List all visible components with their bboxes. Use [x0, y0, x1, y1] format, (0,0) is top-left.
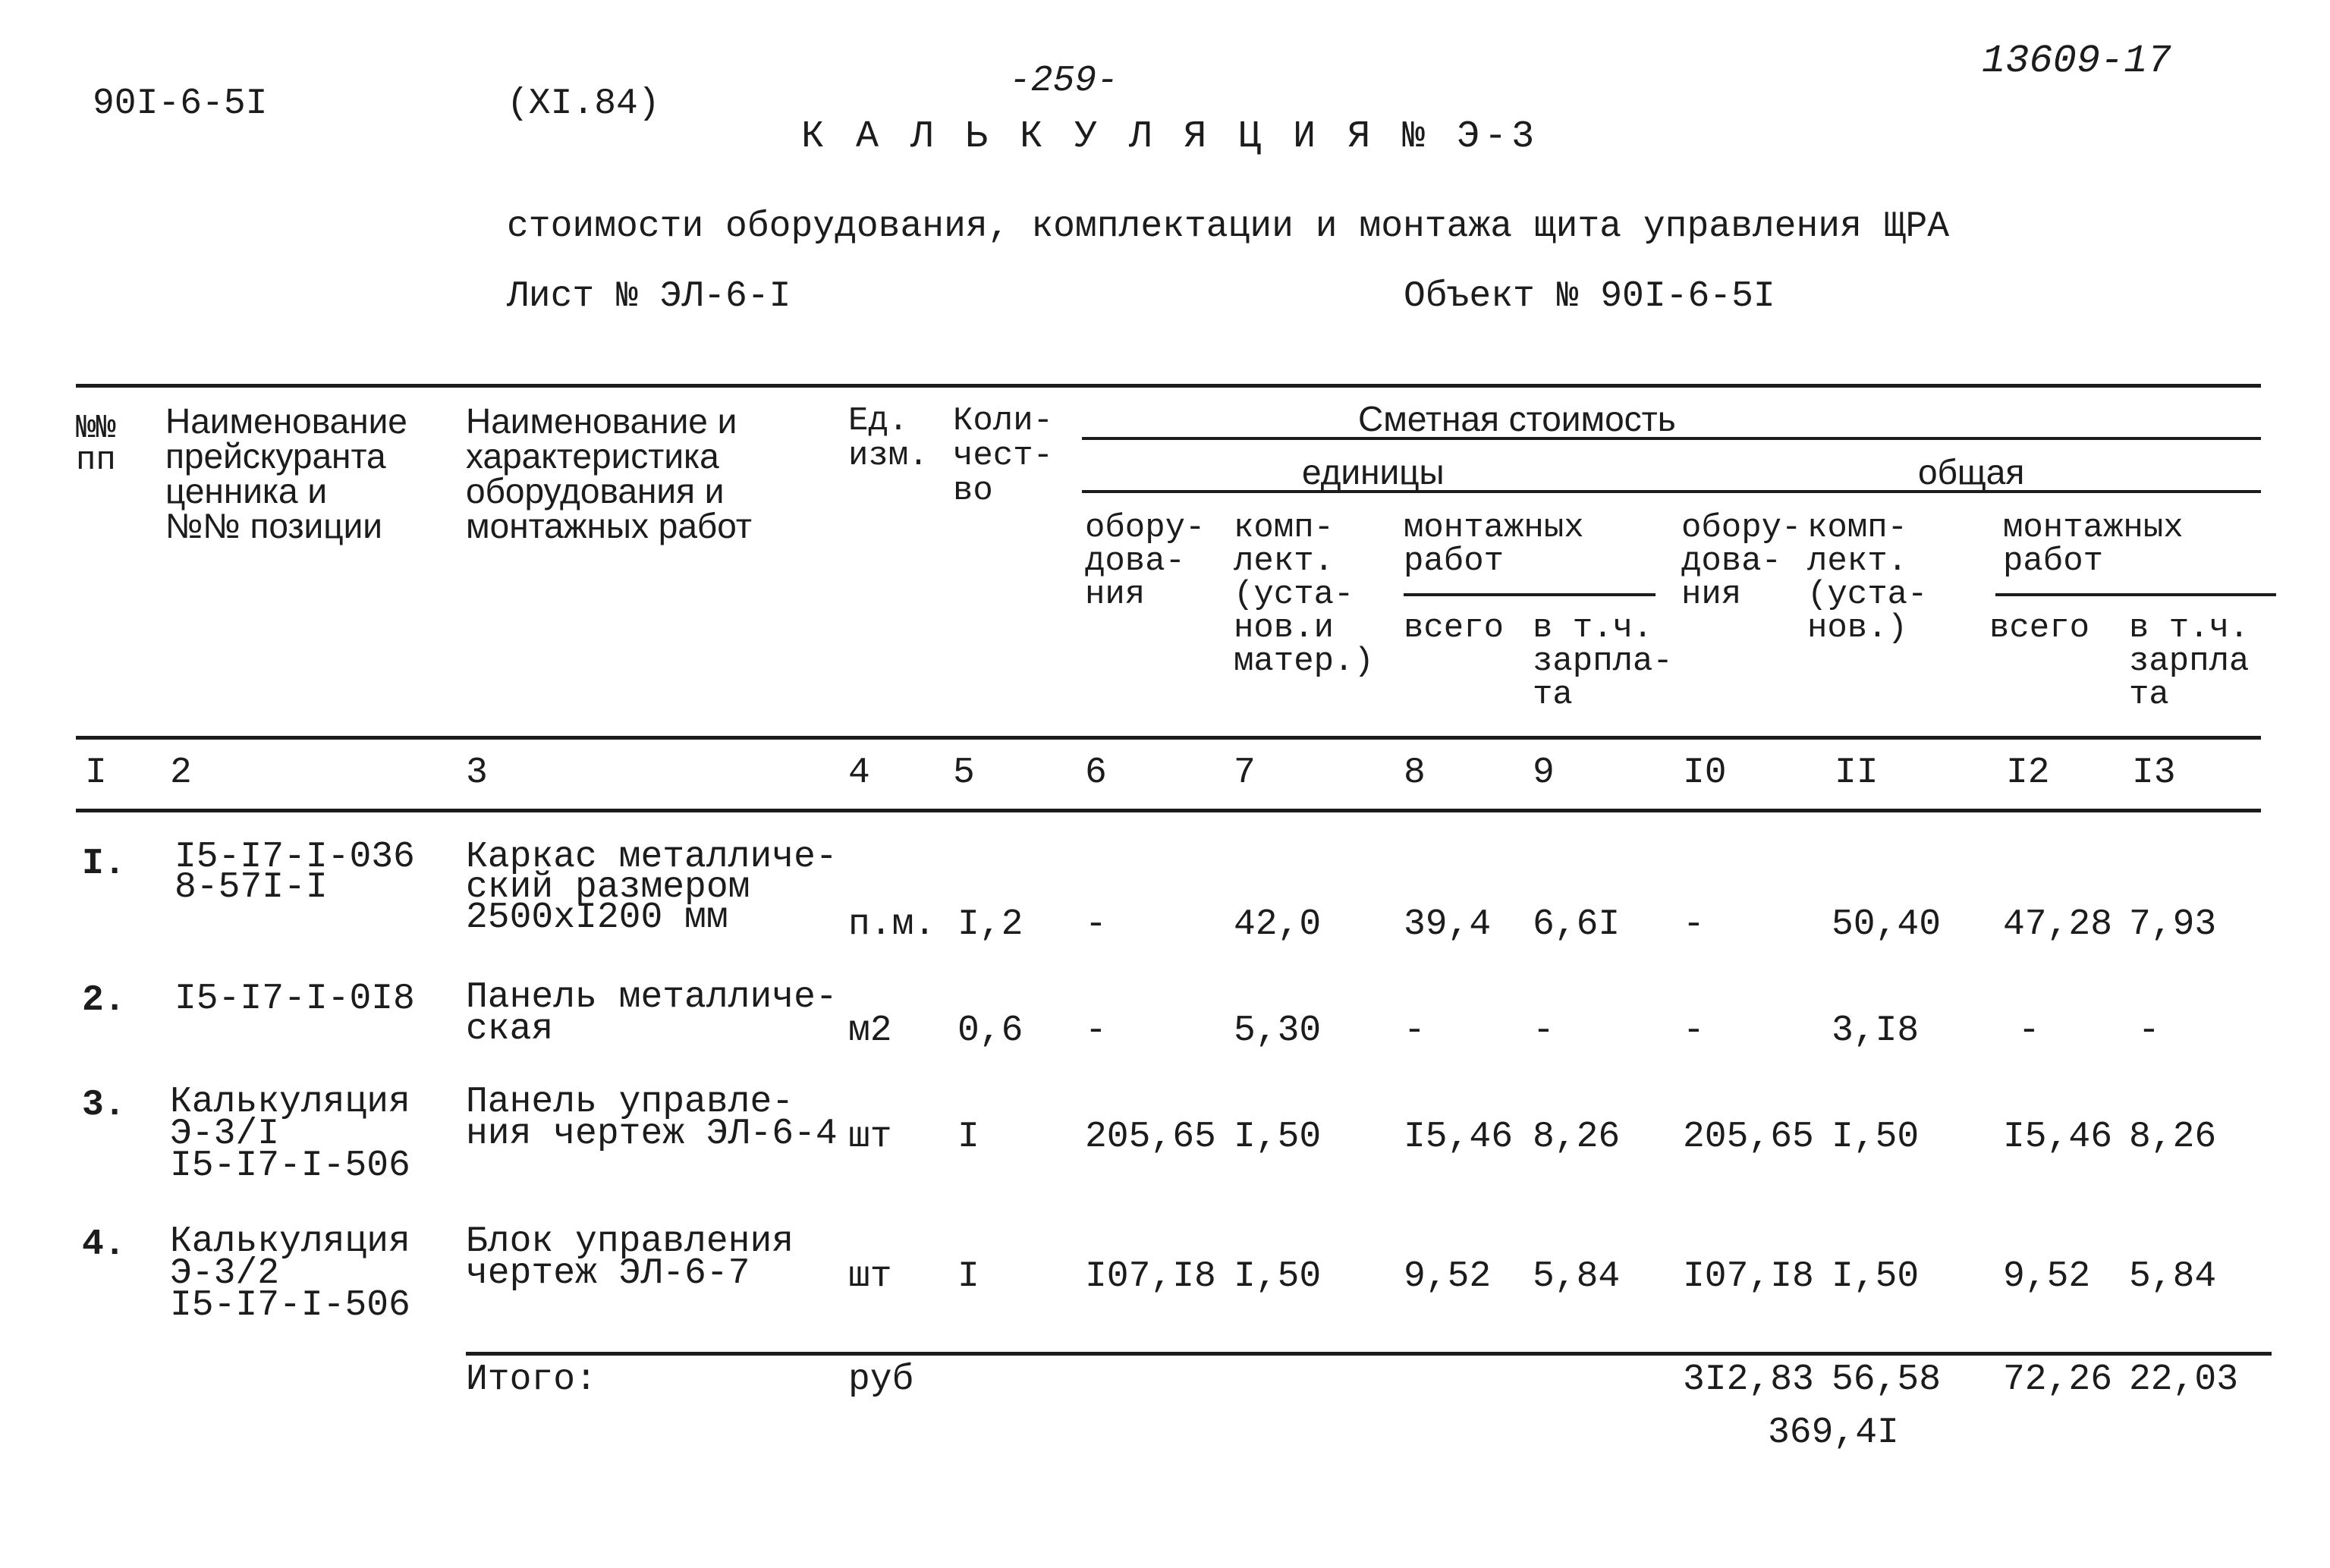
row-code: Калькуляция Э-3/2 I5-I7-I-506	[170, 1221, 410, 1326]
row-qty: I	[957, 1256, 979, 1297]
row-v12: -	[2018, 1010, 2040, 1051]
row-v10: 205,65	[1683, 1117, 1814, 1158]
row-v7: 5,30	[1234, 1010, 1322, 1051]
row-v11: 3,I8	[1832, 1010, 1920, 1051]
total-v10: 3I2,83	[1683, 1359, 1814, 1400]
row-v8: I5,46	[1404, 1117, 1514, 1158]
row-v6: 205,65	[1085, 1117, 1216, 1158]
sheet-number: Лист № ЭЛ-6-I	[507, 276, 791, 317]
header-montage-total: монтажных работ	[2003, 509, 2184, 580]
header-kit-total: комп- лект. (уста- нов.)	[1807, 509, 1928, 647]
column-number: 8	[1404, 753, 1426, 793]
row-number: 3.	[82, 1085, 126, 1126]
row-v8: 9,52	[1404, 1256, 1492, 1297]
row-name: Панель управле- ния чертеж ЭЛ-6-4	[466, 1082, 838, 1155]
row-unit: шт	[848, 1256, 892, 1297]
column-numbers-rule	[76, 809, 2261, 812]
total-label: Итого:	[466, 1359, 597, 1400]
row-code: I5-I7-I-036 8-57I-I	[175, 837, 415, 908]
total-v12: 72,26	[2003, 1359, 2113, 1400]
document-subtitle: стоимости оборудования, комплектации и монтажа щита управления ЩРА	[507, 206, 1950, 247]
row-unit: шт	[848, 1117, 892, 1158]
header-col5: Коли- чест- во	[953, 402, 1054, 510]
header-equipment-total: обору- дова- ния	[1681, 509, 1802, 614]
column-number: 4	[848, 753, 870, 793]
header-col1: №№ пп	[76, 410, 116, 479]
row-name: Панель металличе- ская	[466, 977, 838, 1050]
table-top-rule	[76, 384, 2261, 388]
row-v11: 50,40	[1832, 904, 1942, 945]
column-number: 3	[466, 753, 488, 793]
row-v8: -	[1404, 1010, 1426, 1051]
row-number: I.	[82, 844, 126, 885]
header-montage-unit: монтажных работ	[1404, 509, 1584, 580]
column-number: 6	[1085, 753, 1107, 793]
header-total: общая	[1918, 452, 2025, 492]
row-code: Калькуляция Э-3/I I5-I7-I-506	[170, 1082, 410, 1186]
row-v10: I07,I8	[1683, 1256, 1814, 1297]
row-v9: 5,84	[1533, 1256, 1621, 1297]
row-v7: 42,0	[1234, 904, 1322, 945]
row-unit: п.м.	[848, 904, 936, 945]
column-number: I0	[1683, 753, 1727, 793]
row-number: 2.	[82, 980, 126, 1021]
row-name: Блок управления чертеж ЭЛ-6-7	[466, 1221, 794, 1294]
row-v7: I,50	[1234, 1117, 1322, 1158]
montage-unit-rule	[1404, 593, 1656, 596]
row-v6: I07,I8	[1085, 1256, 1216, 1297]
total-unit: руб	[848, 1359, 914, 1400]
row-v11: I,50	[1832, 1117, 1920, 1158]
page-number: -259-	[1009, 61, 1119, 102]
column-number: 5	[953, 753, 975, 793]
column-number: II	[1835, 753, 1879, 793]
object-number: Объект № 90I-6-5I	[1404, 276, 1775, 317]
row-v10: -	[1683, 1010, 1705, 1051]
column-number: I3	[2132, 753, 2176, 793]
row-v6: -	[1085, 1010, 1107, 1051]
header-estimate: Сметная стоимость	[1358, 399, 1676, 438]
date-code: (XI.84)	[507, 83, 660, 124]
row-unit: м2	[848, 1010, 892, 1051]
row-v13: 8,26	[2129, 1117, 2217, 1158]
row-v9: 6,6I	[1533, 904, 1621, 945]
row-v7: I,50	[1234, 1256, 1322, 1297]
row-qty: I,2	[957, 904, 1024, 945]
header-col2: Наименование прейскуранта ценника и №№ позиции	[165, 401, 407, 545]
column-number: I	[85, 753, 107, 793]
header-wage-unit: в т.ч. зарпла- та	[1533, 609, 1673, 714]
column-number: 2	[170, 753, 192, 793]
row-v13: 5,84	[2129, 1256, 2217, 1297]
total-v13: 22,03	[2129, 1359, 2239, 1400]
row-qty: 0,6	[957, 1010, 1024, 1051]
header-unit: единицы	[1302, 452, 1445, 492]
row-v9: 8,26	[1533, 1117, 1621, 1158]
header-bottom-rule	[76, 736, 2261, 740]
grand-total: 369,4I	[1768, 1412, 1899, 1453]
project-code: 90I-6-5I	[93, 83, 268, 124]
row-v11: I,50	[1832, 1256, 1920, 1297]
header-wage-total: в т.ч. зарпла та	[2129, 609, 2250, 714]
row-v10: -	[1683, 904, 1705, 945]
row-v9: -	[1533, 1010, 1555, 1051]
header-equipment-unit: обору- дова- ния	[1085, 509, 1206, 614]
row-v6: -	[1085, 904, 1107, 945]
row-v13: -	[2138, 1010, 2160, 1051]
montage-total-rule	[1995, 593, 2276, 596]
header-all-total: всего	[1989, 609, 2090, 647]
row-qty: I	[957, 1117, 979, 1158]
column-number: 9	[1533, 753, 1555, 793]
row-v12: 9,52	[2003, 1256, 2091, 1297]
header-kit-unit: комп- лект. (уста- нов.и матер.)	[1234, 509, 1374, 680]
column-number: 7	[1234, 753, 1256, 793]
row-name: Каркас металличе- ский размером 2500хI200 мм	[466, 837, 838, 938]
column-number: I2	[2006, 753, 2050, 793]
row-v8: 39,4	[1404, 904, 1492, 945]
total-v11: 56,58	[1832, 1359, 1942, 1400]
header-all-unit: всего	[1404, 609, 1505, 647]
header-col3: Наименование и характеристика оборудования и монтажных работ	[466, 401, 752, 545]
header-col4: Ед. изм.	[848, 402, 929, 475]
total-rule	[466, 1352, 2272, 1356]
document-title: К А Л Ь К У Л Я Ц И Я № Э-3	[801, 115, 1539, 159]
row-number: 4.	[82, 1224, 126, 1265]
row-v12: 47,28	[2003, 904, 2113, 945]
row-code: I5-I7-I-0I8	[175, 979, 415, 1020]
row-v12: I5,46	[2003, 1117, 2113, 1158]
archive-number: 13609-17	[1982, 39, 2171, 83]
unit-total-rule	[1082, 490, 2261, 493]
row-v13: 7,93	[2129, 904, 2217, 945]
